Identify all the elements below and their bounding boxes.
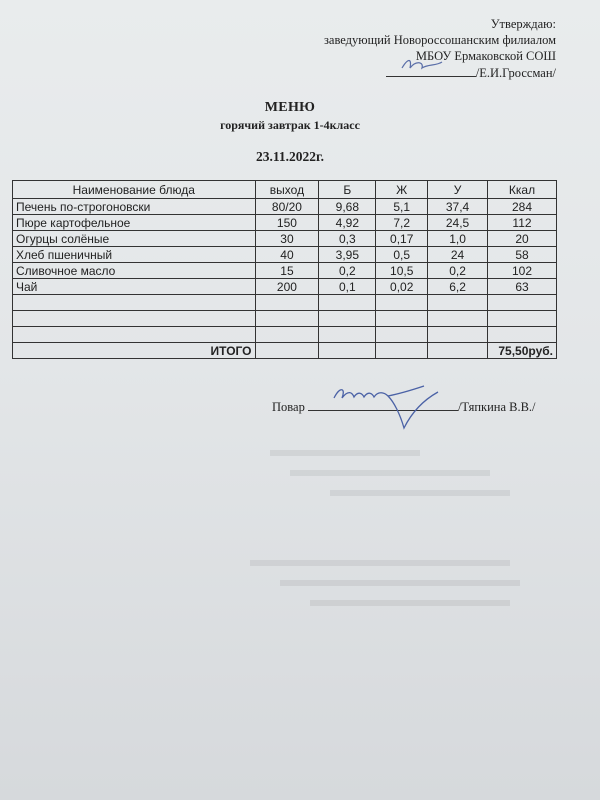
dish-kcal: 63 bbox=[487, 279, 556, 295]
dish-fat: 5,1 bbox=[376, 199, 428, 215]
table-row bbox=[13, 199, 557, 215]
dish-carbs: 37,4 bbox=[428, 199, 488, 215]
dish-kcal: 112 bbox=[487, 215, 556, 231]
dish-name: Печень по-строгоновски bbox=[13, 199, 256, 215]
dish-name: Пюре картофельное bbox=[13, 215, 256, 231]
approval-signature-line bbox=[386, 64, 476, 77]
dish-carbs: 6,2 bbox=[428, 279, 488, 295]
column-header-name: Наименование блюда bbox=[13, 181, 256, 199]
column-header-kcal: Ккал bbox=[487, 181, 556, 199]
dish-protein: 0,3 bbox=[319, 231, 376, 247]
cook-name: /Тяпкина В.В./ bbox=[457, 400, 536, 414]
dish-carbs: 0,2 bbox=[428, 263, 488, 279]
dish-protein: 4,92 bbox=[319, 215, 376, 231]
table-row bbox=[13, 231, 557, 247]
column-header-portion: выход bbox=[255, 181, 319, 199]
dish-name: Огурцы солёные bbox=[13, 231, 256, 247]
show-through-print bbox=[250, 440, 550, 620]
dish-name: Хлеб пшеничный bbox=[13, 247, 256, 263]
dish-carbs: 1,0 bbox=[428, 231, 488, 247]
dish-fat: 7,2 bbox=[376, 215, 428, 231]
signature-icon bbox=[398, 54, 458, 74]
dish-portion: 80/20 bbox=[255, 199, 319, 215]
empty-row bbox=[13, 295, 557, 311]
approval-school: МБОУ Ермаковской СОШ bbox=[415, 49, 556, 63]
empty-row bbox=[13, 327, 557, 343]
dish-kcal: 58 bbox=[487, 247, 556, 263]
table-row bbox=[13, 279, 557, 295]
signature-icon bbox=[328, 384, 448, 434]
dish-kcal: 20 bbox=[487, 231, 556, 247]
dish-portion: 200 bbox=[255, 279, 319, 295]
page-title: МЕНЮ bbox=[264, 100, 316, 115]
approval-signer-name: /Е.И.Гроссман/ bbox=[475, 66, 556, 80]
dish-portion: 150 bbox=[255, 215, 319, 231]
cook-label: Повар bbox=[272, 400, 305, 414]
empty-row bbox=[13, 311, 557, 327]
approval-signature-row bbox=[324, 64, 556, 81]
cook-signature-block bbox=[272, 398, 536, 415]
dish-name: Сливочное масло bbox=[13, 263, 256, 279]
page-subtitle: горячий завтрак 1-4класс bbox=[220, 118, 360, 132]
dish-fat: 10,5 bbox=[376, 263, 428, 279]
total-label: ИТОГО bbox=[13, 343, 256, 359]
dish-portion: 30 bbox=[255, 231, 319, 247]
dish-kcal: 102 bbox=[487, 263, 556, 279]
dish-kcal: 284 bbox=[487, 199, 556, 215]
approval-position: заведующий Новороссошанским филиалом bbox=[323, 33, 556, 47]
dish-carbs: 24 bbox=[428, 247, 488, 263]
dish-protein: 0,2 bbox=[319, 263, 376, 279]
column-header-fat: Ж bbox=[376, 181, 428, 199]
table-row bbox=[13, 215, 557, 231]
table-row bbox=[13, 263, 557, 279]
dish-carbs: 24,5 bbox=[428, 215, 488, 231]
cook-signature-line bbox=[308, 398, 458, 411]
total-value: 75,50руб. bbox=[487, 343, 556, 359]
table-header-row bbox=[13, 181, 557, 199]
column-header-protein: Б bbox=[319, 181, 376, 199]
dish-name: Чай bbox=[13, 279, 256, 295]
dish-protein: 3,95 bbox=[319, 247, 376, 263]
dish-protein: 0,1 bbox=[319, 279, 376, 295]
dish-portion: 40 bbox=[255, 247, 319, 263]
approval-block bbox=[324, 16, 556, 81]
approval-heading: Утверждаю: bbox=[490, 17, 556, 31]
menu-table bbox=[12, 180, 557, 359]
dish-portion: 15 bbox=[255, 263, 319, 279]
dish-protein: 9,68 bbox=[319, 199, 376, 215]
menu-date: 23.11.2022г. bbox=[256, 149, 324, 164]
dish-fat: 0,02 bbox=[376, 279, 428, 295]
column-header-carbs: У bbox=[428, 181, 488, 199]
total-row bbox=[13, 343, 557, 359]
dish-fat: 0,17 bbox=[376, 231, 428, 247]
table-row bbox=[13, 247, 557, 263]
dish-fat: 0,5 bbox=[376, 247, 428, 263]
